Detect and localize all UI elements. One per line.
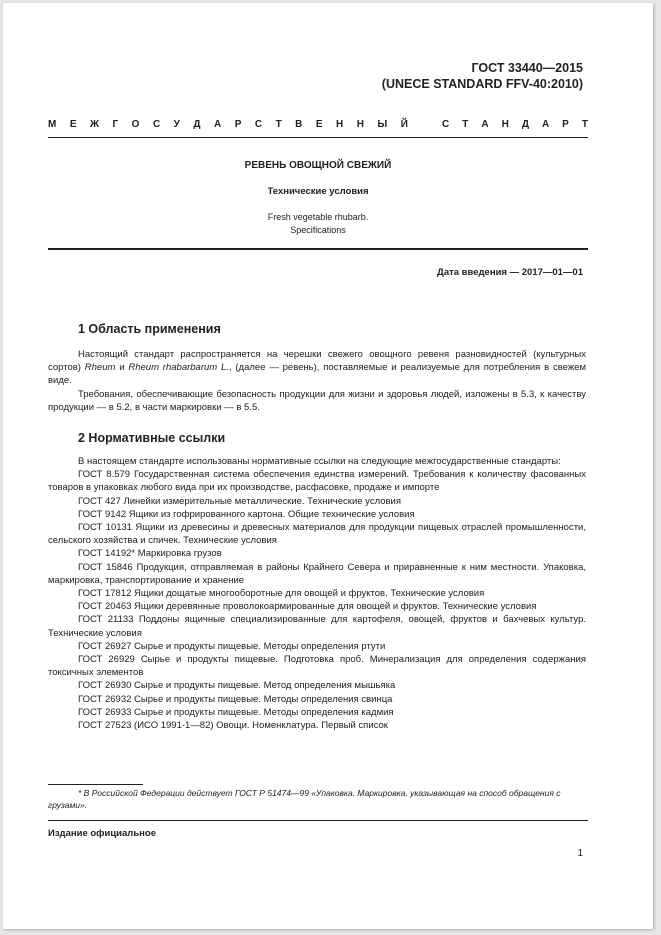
document-subtitle: Технические условия — [267, 186, 369, 197]
reference-item: ГОСТ 427 Линейки измерительные металлические. Технические условия — [78, 495, 401, 507]
references-list — [48, 468, 586, 732]
reference-item: ГОСТ 26932 Сырье и продукты пищевые. Методы определения свинца — [78, 693, 393, 705]
interstate-word-letter: А — [213, 119, 222, 130]
interstate-word-letter: О — [131, 119, 140, 130]
section-1-body — [48, 348, 586, 414]
section-2-heading: 2 Нормативные ссылки — [78, 431, 226, 445]
standard-number: ГОСТ 33440—2015 — [471, 61, 583, 75]
interstate-word-letter: У — [173, 119, 180, 130]
standard-word-letter: Т — [581, 119, 588, 130]
official-edition-label: Издание официальное — [48, 828, 156, 839]
interstate-word-letter: Г — [112, 119, 119, 130]
scope-text-a: Настоящий стандарт распространяется на черешки свежего овощного ревеня разновидностей (культурных сортов) — [48, 349, 586, 374]
document-title: РЕВЕНЬ ОВОЩНОЙ СВЕЖИЙ — [244, 160, 392, 171]
interstate-word-letter: Т — [275, 119, 282, 130]
standard-word-letter: А — [541, 119, 550, 130]
reference-item: ГОСТ 17812 Ящики дощатые многооборотные для овощей и фруктов. Технические условия — [78, 588, 485, 600]
standard-word-letter: А — [481, 119, 489, 130]
interstate-word-letter: С — [254, 119, 263, 130]
footnote-divider — [48, 784, 143, 785]
reference-item: ГОСТ 26930 Сырье и продукты пищевые. Метод определения мышьяка — [78, 680, 396, 692]
interstate-word-letter: Н — [356, 119, 364, 130]
references-intro: В настоящем стандарте использованы нормативные ссылки на следующие межгосударственные стандарты: — [78, 456, 561, 467]
interstate-word — [48, 119, 408, 130]
standard-type-header — [48, 119, 588, 130]
reference-item: ГОСТ 15846 Продукция, отправляемая в районы Крайнего Севера и приравненные к ним местности. Упаковка, маркировка, транспортирование и хранение — [48, 561, 586, 586]
introduction-date: Дата введения — 2017—01—01 — [437, 267, 583, 278]
reference-item: ГОСТ 8.579 Государственная система обеспечения единства измерений. Требования к количеству фасованных товаров в упаковках любого вида при их производстве, расфасовке, продаже и импорте — [48, 469, 586, 494]
english-title-line1: Fresh vegetable rhubarb. — [267, 212, 369, 222]
interstate-word-letter: Е — [315, 119, 323, 130]
document-page — [3, 3, 653, 929]
standard-word-letter: С — [442, 119, 450, 130]
standard-word-letter: Н — [501, 119, 509, 130]
interstate-word-letter: В — [295, 119, 303, 130]
english-title — [48, 211, 588, 237]
reference-item: ГОСТ 27523 (ИСО 1991-1—82) Овощи. Номенклатура. Первый список — [78, 720, 388, 732]
interstate-word-letter: Н — [336, 119, 344, 130]
interstate-word-letter: Ж — [89, 119, 100, 130]
interstate-word-letter: М — [48, 119, 57, 130]
reference-item: ГОСТ 26929 Сырье и продукты пищевые. Подготовка проб. Минерализация для определения содержания токсичных элементов — [48, 654, 586, 679]
header-divider — [48, 137, 588, 138]
scope-species-2: Rheum rhabarbarum L. — [128, 362, 229, 374]
safety-paragraph: Требования, обеспечивающие безопасность продукции для жизни и здоровья людей, изложены в 5.3, к качеству продукции — в 5.2, в части маркировки — в 5.5. — [48, 388, 586, 413]
unece-reference: (UNECE STANDARD FFV-40:2010) — [381, 77, 583, 91]
interstate-word-letter: Р — [234, 119, 242, 130]
footnote: * В Российской Федерации действует ГОСТ Р 51474—99 «Упаковка. Маркировка, указывающая на способ обращения с грузами». — [48, 788, 561, 810]
interstate-word-letter: Ы — [377, 119, 388, 130]
standard-code — [382, 60, 583, 92]
standard-word-letter: Д — [521, 119, 529, 130]
reference-item: ГОСТ 14192* Маркировка грузов — [78, 548, 222, 560]
interstate-word-letter: Д — [193, 119, 201, 130]
title-divider — [48, 248, 588, 250]
standard-word-letter: Т — [462, 119, 469, 130]
interstate-word-letter: Й — [400, 119, 408, 130]
reference-item: ГОСТ 26933 Сырье и продукты пищевые. Методы определения кадмия — [78, 706, 394, 718]
interstate-word-letter: Е — [69, 119, 77, 130]
reference-item: ГОСТ 21133 Поддоны ящичные специализированные для картофеля, овощей, фруктов и бахчевых культур. Технические условия — [48, 614, 586, 639]
footer-divider — [48, 820, 588, 821]
scope-text-e: , (далее — ревень), поставляемые и реализуемые для потребления в свежем виде. — [48, 362, 587, 387]
reference-item: ГОСТ 26927 Сырье и продукты пищевые. Методы определения ртути — [78, 640, 386, 652]
reference-item: ГОСТ 9142 Ящики из гофрированного картона. Общие технические условия — [78, 508, 415, 520]
page-number: 1 — [577, 848, 583, 859]
reference-item: ГОСТ 10131 Ящики из древесины и древесных материалов для продукции пищевых отраслей промышленности, сельского хозяйства и спичек. Технические условия — [48, 522, 586, 547]
scope-species-1: Rheum — [84, 362, 116, 374]
section-2-body — [48, 455, 586, 732]
section-1-heading: 1 Область применения — [78, 322, 221, 336]
reference-item: ГОСТ 20463 Ящики деревянные проволокоармированные для овощей и фруктов. Технические условия — [78, 601, 537, 613]
standard-word-letter: Р — [562, 119, 569, 130]
interstate-word-letter: С — [152, 119, 161, 130]
standard-word — [442, 119, 588, 130]
english-title-line2: Specifications — [290, 225, 346, 235]
scope-text-c: и — [115, 362, 129, 374]
scope-paragraph — [48, 348, 586, 388]
